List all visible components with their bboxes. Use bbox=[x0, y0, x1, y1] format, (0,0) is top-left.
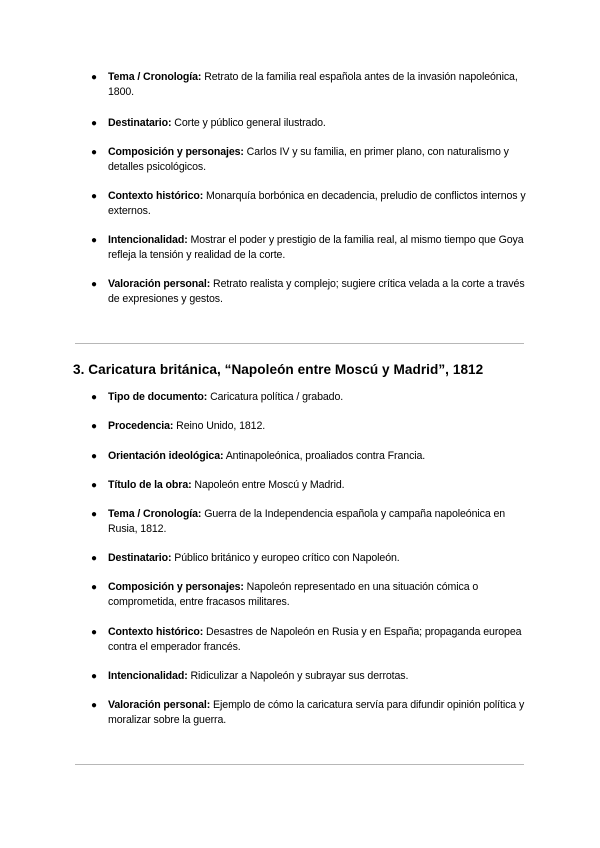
list-item bbox=[91, 580, 526, 610]
list-item bbox=[91, 551, 526, 566]
item-text: Desastres de Napoleón en Rusia y en España; propaganda europea contra el emperador francés. bbox=[108, 626, 522, 653]
item-label: Composición y personajes: bbox=[108, 581, 244, 593]
item-label: Contexto histórico: bbox=[108, 626, 204, 638]
bullet-icon: ● bbox=[91, 147, 97, 158]
section-divider bbox=[75, 343, 524, 344]
list-item bbox=[91, 507, 526, 537]
bullet-icon: ● bbox=[91, 279, 97, 290]
item-label: Tipo de documento: bbox=[108, 391, 208, 403]
item-text: Público británico y europeo crítico con Napoleón. bbox=[171, 552, 400, 564]
item-label: Tema / Cronología: bbox=[108, 71, 202, 83]
item-text: Napoleón entre Moscú y Madrid. bbox=[191, 479, 345, 491]
list-item bbox=[91, 698, 526, 728]
list-item bbox=[91, 449, 526, 464]
section-divider bbox=[75, 764, 524, 765]
item-label: Destinatario: bbox=[108, 117, 172, 129]
item-label: Composición y personajes: bbox=[108, 146, 244, 158]
bullet-icon: ● bbox=[91, 191, 97, 202]
list-item bbox=[91, 70, 526, 100]
bullet-icon: ● bbox=[91, 392, 97, 403]
bullet-icon: ● bbox=[91, 118, 97, 129]
list-item bbox=[91, 116, 526, 131]
item-text: Retrato realista y complejo; sugiere crítica velada a la corte a través de expresiones y gestos. bbox=[108, 278, 525, 305]
list-item bbox=[91, 233, 526, 263]
bullet-icon: ● bbox=[91, 582, 97, 593]
bullet-icon: ● bbox=[91, 235, 97, 246]
item-label: Contexto histórico: bbox=[108, 190, 204, 202]
item-label: Destinatario: bbox=[108, 552, 172, 564]
bullet-icon: ● bbox=[91, 421, 97, 432]
list-item bbox=[91, 145, 526, 175]
list-item bbox=[91, 390, 526, 405]
item-text: Napoleón representado en una situación cómica o comprometida, entre fracasos militares. bbox=[108, 581, 479, 608]
item-text: Guerra de la Independencia española y campaña napoleónica en Rusia, 1812. bbox=[108, 508, 506, 535]
item-label: Procedencia: bbox=[108, 420, 174, 432]
bullet-icon: ● bbox=[91, 509, 97, 520]
item-text: Carlos IV y su familia, en primer plano, con naturalismo y detalles psicológicos. bbox=[108, 146, 509, 173]
item-label: Valoración personal: bbox=[108, 278, 211, 290]
item-label: Intencionalidad: bbox=[108, 234, 188, 246]
item-text: Retrato de la familia real española antes de la invasión napoleónica, 1800. bbox=[108, 71, 518, 98]
item-label: Título de la obra: bbox=[108, 479, 192, 491]
item-text: Ejemplo de cómo la caricatura servía para difundir opinión política y moralizar sobre la guerra. bbox=[108, 699, 525, 726]
item-text: Reino Unido, 1812. bbox=[173, 420, 266, 432]
bullet-icon: ● bbox=[91, 553, 97, 564]
item-label: Valoración personal: bbox=[108, 699, 211, 711]
item-text: Antinapoleónica, proaliados contra Francia. bbox=[223, 450, 426, 462]
item-text: Mostrar el poder y prestigio de la familia real, al mismo tiempo que Goya refleja la tensión y realidad de la corte. bbox=[108, 234, 524, 261]
item-label: Intencionalidad: bbox=[108, 670, 188, 682]
bullet-icon: ● bbox=[91, 72, 97, 83]
section-heading: 3. Caricatura británica, “Napoleón entre Moscú y Madrid”, 1812 bbox=[73, 362, 484, 377]
bullet-icon: ● bbox=[91, 627, 97, 638]
item-text: Corte y público general ilustrado. bbox=[171, 117, 326, 129]
item-text: Monarquía borbónica en decadencia, preludio de conflictos internos y externos. bbox=[108, 190, 526, 217]
list-item bbox=[91, 189, 526, 219]
item-text: Caricatura política / grabado. bbox=[207, 391, 344, 403]
list-item bbox=[91, 625, 526, 655]
bullet-icon: ● bbox=[91, 671, 97, 682]
item-text: Ridiculizar a Napoleón y subrayar sus derrotas. bbox=[187, 670, 409, 682]
bullet-icon: ● bbox=[91, 700, 97, 711]
bullet-icon: ● bbox=[91, 451, 97, 462]
list-item bbox=[91, 419, 526, 434]
item-label: Tema / Cronología: bbox=[108, 508, 202, 520]
list-item bbox=[91, 669, 526, 684]
item-label: Orientación ideológica: bbox=[108, 450, 224, 462]
list-item bbox=[91, 478, 526, 493]
list-item bbox=[91, 277, 526, 307]
bullet-icon: ● bbox=[91, 480, 97, 491]
